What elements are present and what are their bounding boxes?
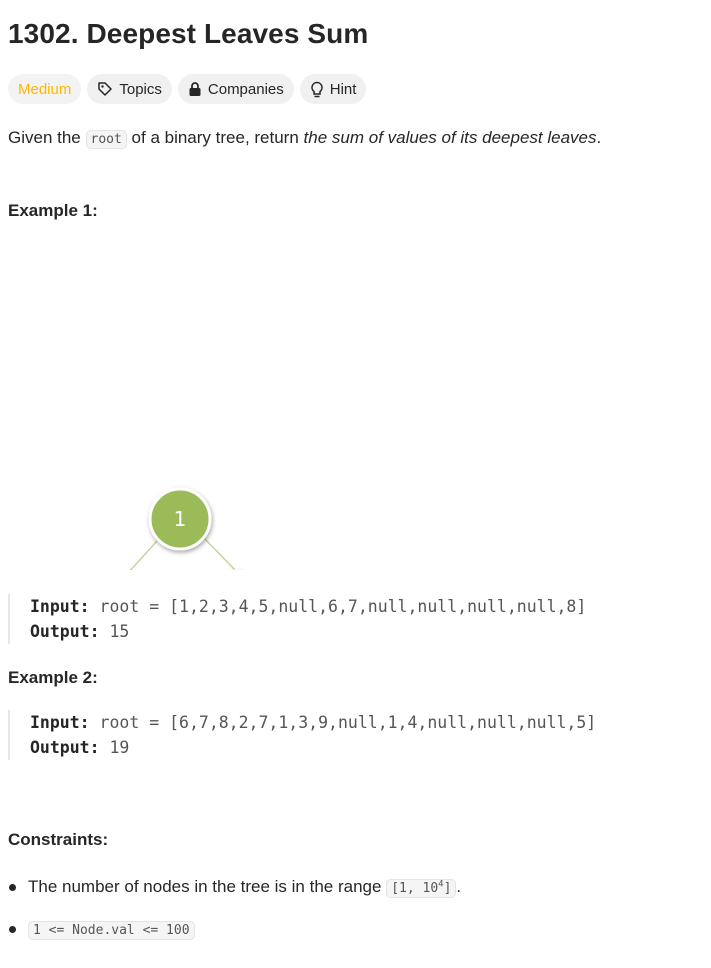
hint-button[interactable] <box>300 74 367 104</box>
problem-statement <box>8 125 601 153</box>
problem-title: 1302. Deepest Leaves Sum <box>8 18 369 49</box>
input-row <box>30 594 586 619</box>
output-row <box>30 619 586 644</box>
companies-button[interactable] <box>178 74 294 104</box>
statement-end: . <box>596 128 602 147</box>
root-code: root <box>86 130 127 149</box>
output-value: 15 <box>109 622 130 641</box>
input-value: root = [1,2,3,4,5,null,6,7,null,null,null,null,8] <box>99 597 587 616</box>
tag-bar <box>8 74 366 104</box>
input-row <box>30 710 596 735</box>
lock-icon <box>188 81 202 97</box>
difficulty-badge <box>8 74 81 104</box>
constraint-code: 1 <= Node.val <= 100 <box>28 921 195 940</box>
statement-text: Given the <box>8 128 81 147</box>
statement-text: of a binary tree, return <box>131 128 299 147</box>
output-value: 19 <box>109 738 130 757</box>
topics-button[interactable] <box>87 74 172 104</box>
input-label: Input: <box>30 597 90 616</box>
tree-edge <box>127 541 157 570</box>
tree-node-label: 1 <box>173 507 187 531</box>
example-2-heading: Example 2: <box>8 668 98 687</box>
input-label: Input: <box>30 713 90 732</box>
difficulty-label: Medium <box>18 80 72 98</box>
code-part: ] <box>443 881 452 896</box>
example-1-heading: Example 1: <box>8 201 98 220</box>
companies-label: Companies <box>207 80 284 98</box>
lightbulb-icon <box>310 81 324 98</box>
constraints-list <box>8 872 461 944</box>
constraints-heading: Constraints: <box>8 830 109 849</box>
topics-label: Topics <box>119 80 162 98</box>
tag-icon <box>97 81 113 97</box>
constraint-item <box>8 914 461 944</box>
constraint-item <box>8 872 461 902</box>
statement-emphasis: the sum of values of its deepest leaves <box>303 128 597 147</box>
constraint-end: . <box>456 877 462 896</box>
input-value: root = [6,7,8,2,7,1,3,9,null,1,4,null,null,null,5] <box>99 713 597 732</box>
constraint-text: The number of nodes in the tree is in the range <box>28 877 382 896</box>
example-1-io <box>8 594 586 644</box>
example-2-io <box>8 710 596 760</box>
output-label: Output: <box>30 622 100 641</box>
output-row <box>30 735 596 760</box>
constraint-code <box>386 879 456 898</box>
example-1-tree-diagram <box>0 240 380 570</box>
tree-edge <box>202 536 236 570</box>
code-superscript: 4 <box>438 879 444 890</box>
hint-label: Hint <box>329 80 357 98</box>
output-label: Output: <box>30 738 100 757</box>
code-part: [1, 10 <box>391 881 439 896</box>
